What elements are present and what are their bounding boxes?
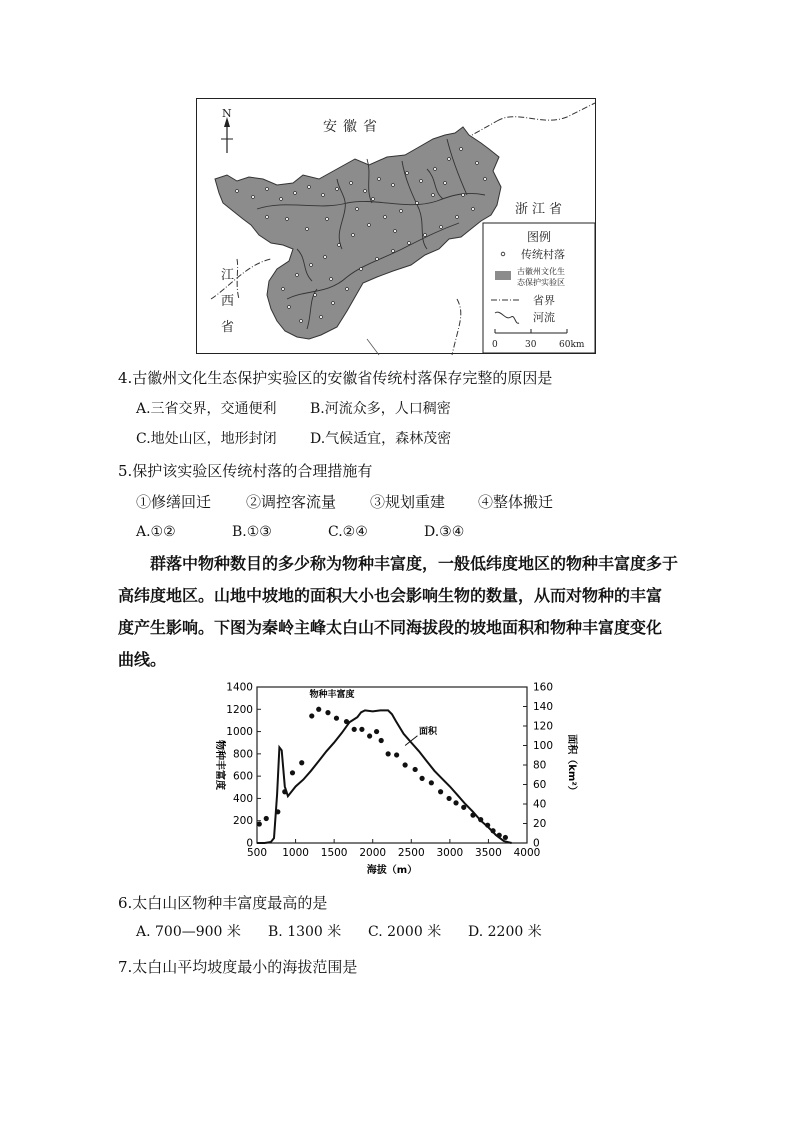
q5-option-c: C.②④ — [328, 524, 368, 540]
q4-stem: 4.古徽州文化生态保护实验区的安徽省传统村落保存完整的原因是 — [118, 369, 553, 387]
species-richness-point — [386, 751, 391, 756]
y-right-tick-label: 160 — [533, 681, 554, 694]
scale-tick-0: 0 — [492, 340, 498, 350]
y-left-tick-label: 600 — [232, 770, 253, 783]
q5-measure-3: ③规划重建 — [370, 493, 446, 511]
protection-zone-area — [215, 127, 501, 339]
species-richness-point — [325, 710, 330, 715]
species-richness-point — [359, 727, 364, 732]
species-richness-point — [438, 789, 443, 794]
q4-option-a: A.三省交界，交通便利 — [136, 401, 277, 417]
q4-option-c: C.地处山区，地形封闭 — [136, 431, 277, 447]
y-right-tick-label: 80 — [533, 759, 547, 772]
q6-option-c: C. 2000 米 — [368, 924, 442, 940]
species-richness-point — [470, 813, 475, 818]
passage-line-2: 高纬度地区。山地中坡地的面积大小也会影响生物的数量，从而对物种的丰富 — [118, 586, 663, 605]
species-richness-point — [453, 800, 458, 805]
species-richness-point — [394, 752, 399, 757]
scale-tick-30: 30 — [525, 340, 537, 350]
species-richness-point — [257, 821, 262, 826]
species-richness-point — [282, 789, 287, 794]
y-right-tick-label: 20 — [533, 818, 547, 830]
q5-option-b: B.①③ — [232, 524, 272, 540]
q5-stem: 5.保护该实验区传统村落的合理措施有 — [118, 462, 373, 480]
passage-line-3: 度产生影响。下图为秦岭主峰太白山不同海拔段的坡地面积和物种丰富度变化 — [118, 618, 663, 637]
species-richness-point — [485, 823, 490, 828]
species-richness-point — [497, 833, 502, 838]
y-right-tick-label: 140 — [533, 701, 554, 713]
x-tick-label: 500 — [246, 847, 268, 859]
q5-option-d: D.③④ — [424, 524, 465, 540]
q4-option-d: D.气候适宜，森林茂密 — [310, 431, 452, 447]
species-richness-point — [461, 805, 466, 810]
species-richness-point — [374, 729, 379, 734]
label-jiangxi-3: 省 — [221, 320, 235, 335]
y-right-tick-label: 100 — [533, 740, 554, 752]
species-richness-point — [309, 713, 314, 718]
y-left-tick-label: 1000 — [226, 726, 253, 739]
species-richness-point — [503, 835, 508, 840]
map-legend — [483, 223, 595, 353]
passage-line-1: 群落中物种数目的多少称为物种丰富度，一般低纬度地区的物种丰富度多于 — [150, 554, 679, 573]
x-tick-label: 4000 — [513, 847, 541, 859]
map-river-line — [367, 339, 379, 355]
species-richness-point — [379, 738, 384, 743]
species-richness-point — [299, 760, 304, 765]
q6-option-a: A. 700—900 米 — [136, 924, 241, 940]
label-anhui: 安徽省 — [323, 119, 383, 135]
label-jiangxi-1: 江 — [221, 268, 235, 283]
annotation-species-richness: 物种丰富度 — [309, 690, 355, 701]
species-richness-point — [367, 733, 372, 738]
map-figure — [196, 98, 596, 354]
q5-measure-4: ④整体搬迁 — [478, 493, 554, 511]
q6-option-b: B. 1300 米 — [268, 924, 342, 940]
chart-svg — [205, 675, 575, 885]
y-left-tick-label: 200 — [232, 815, 253, 828]
map-svg — [197, 99, 597, 355]
species-richness-point — [490, 828, 495, 833]
legend-zone-line2: 态保护实验区 — [517, 278, 565, 287]
annotation-area: 面积 — [419, 726, 438, 737]
species-richness-point — [334, 716, 339, 721]
y-left-tick-label: 1200 — [226, 703, 253, 716]
species-richness-point — [316, 707, 321, 712]
legend-river-label: 河流 — [533, 311, 555, 324]
q5-measure-1: ①修缮回迁 — [136, 493, 212, 511]
y-right-tick-label: 120 — [533, 720, 554, 733]
species-richness-point — [264, 816, 269, 821]
species-richness-point — [352, 727, 357, 732]
label-jiangxi-2: 西 — [221, 294, 235, 309]
passage-line-4: 曲线。 — [118, 650, 167, 669]
x-tick-label: 1000 — [282, 847, 309, 859]
area-series-line — [257, 710, 512, 843]
legend-title: 图例 — [527, 230, 552, 244]
q5-measure-2: ②调控客流量 — [246, 493, 337, 511]
y-right-tick-label: 0 — [533, 837, 540, 850]
y-axis-right-label: 面积（km²） — [566, 734, 577, 796]
q4-option-b: B.河流众多，人口稠密 — [310, 401, 451, 417]
x-tick-label: 3000 — [436, 847, 464, 859]
north-arrow-icon — [221, 117, 233, 153]
x-tick-label: 2500 — [397, 847, 425, 859]
q6-stem: 6.太白山区物种丰富度最高的是 — [118, 894, 328, 912]
species-richness-point — [419, 776, 424, 781]
legend-village-label: 传统村落 — [521, 248, 565, 261]
species-richness-point — [275, 809, 280, 814]
plot-frame — [257, 687, 527, 843]
y-axis-left-label: 物种丰富度 — [214, 740, 225, 790]
y-right-tick-label: 60 — [533, 779, 547, 791]
y-left-tick-label: 800 — [232, 748, 253, 761]
y-left-tick-label: 1400 — [226, 681, 253, 694]
q6-option-d: D. 2200 米 — [468, 924, 542, 940]
species-richness-point — [290, 770, 295, 775]
species-richness-point — [344, 719, 349, 724]
species-richness-point — [413, 767, 418, 772]
legend-zone-swatch — [495, 271, 511, 280]
species-richness-point — [403, 762, 408, 767]
x-axis-label: 海拔（m） — [366, 865, 418, 876]
chart-figure — [205, 675, 575, 885]
legend-zone-line1: 古徽州文化生 — [517, 267, 565, 276]
species-richness-point — [429, 780, 434, 785]
north-label: N — [222, 107, 232, 120]
x-tick-label: 2000 — [359, 847, 387, 859]
x-tick-label: 1500 — [320, 847, 348, 859]
y-left-tick-label: 400 — [232, 792, 253, 805]
label-zhejiang: 浙江省 — [515, 202, 567, 217]
y-right-tick-label: 40 — [533, 798, 547, 811]
q5-option-a: A.①② — [136, 524, 176, 540]
scale-tick-60: 60km — [559, 340, 585, 350]
x-tick-label: 3500 — [475, 847, 502, 859]
legend-village-icon — [501, 252, 505, 256]
legend-border-label: 省界 — [533, 294, 555, 307]
y-left-tick-label: 0 — [246, 837, 253, 850]
q7-stem: 7.太白山平均坡度最小的海拔范围是 — [118, 958, 358, 976]
species-richness-point — [446, 796, 451, 801]
species-richness-point — [478, 817, 483, 822]
